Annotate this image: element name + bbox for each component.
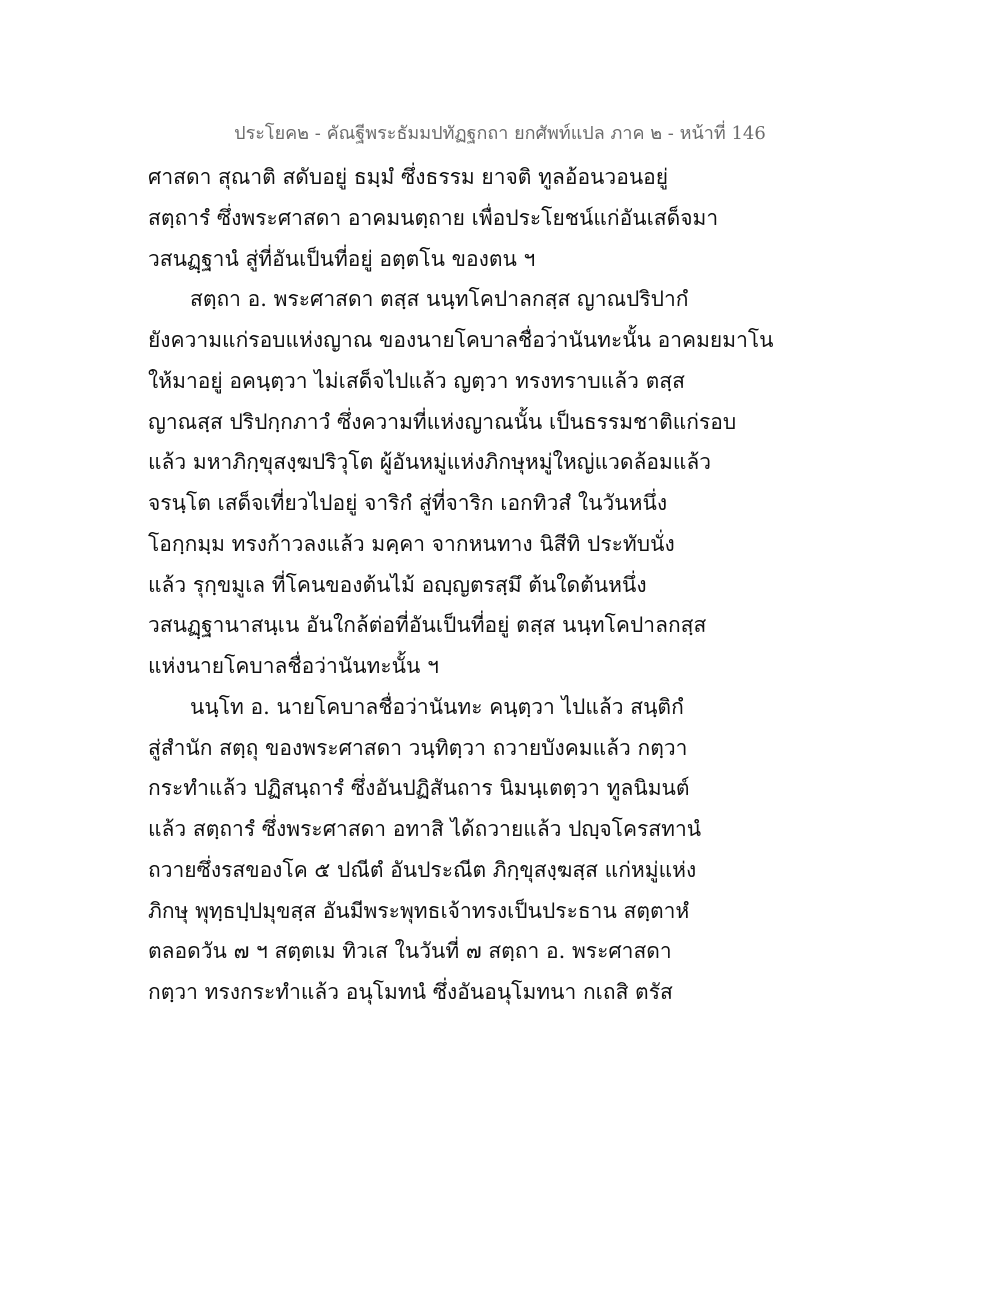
text-line: สตฺถารํ ซึ่งพระศาสดา อาคมนตฺถาย เพื่อประโยชน์แก่อันเสด็จมา (148, 205, 719, 230)
text-line: ศาสดา สุณาติ สดับอยู่ ธมฺมํ ซึ่งธรรม ยาจติ ทูลอ้อนวอนอยู่ (148, 165, 669, 189)
paragraph-start-line: สตฺถา อ. พระศาสดา ตสฺส นนฺทโคปาลกสฺส ญาณปริปากํ (190, 287, 689, 312)
text-line: กตฺวา ทรงกระทำแล้ว อนุโมทนํ ซึ่งอันอนุโมทนา กเถสิ ตรัส (148, 980, 673, 1004)
text-line: ถวายซึ่งรสของโค ๕ ปณีตํ อันประณีต ภิกฺขุสงฺฆสฺส แก่หมู่แห่ง (148, 857, 697, 882)
text-line: แล้ว รุกฺขมูเล ที่โคนของต้นไม้ อญฺญตรสฺมึ ต้นใดต้นหนึ่ง (148, 572, 647, 597)
text-line: ให้มาอยู่ อคนฺตฺวา ไม่เสด็จไปแล้ว ญตฺวา ทรงทราบแล้ว ตสฺส (148, 368, 685, 393)
text-line: วสนฏฺฐานํ สู่ที่อันเป็นที่อยู่ อตฺตโน ของตน ฯ (148, 246, 536, 271)
text-line: สู่สำนัก สตฺถุ ของพระศาสดา วนฺทิตฺวา ถวายบังคมแล้ว กตฺวา (148, 735, 688, 760)
text-line: วสนฏฺฐานาสนฺเน อันใกล้ต่อที่อันเป็นที่อยู่ ตสฺส นนฺทโคปาลกสฺส (148, 613, 707, 638)
text-line: ภิกษุ พุทฺธปฺปมุขสฺส อันมีพระพุทธเจ้าทรงเป็นประธาน สตฺตาหํ (148, 898, 690, 923)
text-line: แล้ว สตฺถารํ ซึ่งพระศาสดา อทาสิ ได้ถวายแล้ว ปญฺจโครสทานํ (148, 817, 702, 841)
text-line: ญาณสฺส ปริปกฺกภาวํ ซึ่งความที่แห่งญาณนั้น เป็นธรรมชาติแก่รอบ (148, 409, 737, 434)
text-line: ยังความแก่รอบแห่งญาณ ของนายโคบาลชื่อว่านันทะนั้น อาคมยมาโน (148, 328, 774, 352)
text-line: จรนฺโต เสด็จเที่ยวไปอยู่ จาริกํ สู่ที่จาริก เอกทิวสํ ในวันหนึ่ง (148, 491, 668, 515)
text-line: ตลอดวัน ๗ ฯ สตฺตเม ทิวเส ในวันที่ ๗ สตฺถา อ. พระศาสดา (148, 939, 672, 964)
body-text (148, 157, 868, 1013)
paragraph-start-line: นนฺโท อ. นายโคบาลชื่อว่านันทะ คนฺตฺวา ไปแล้ว สนฺติกํ (190, 694, 684, 719)
text-line: แล้ว มหาภิกฺขุสงฺฆปริวุโต ผู้อันหมู่แห่งภิกษุหมู่ใหญ่แวดล้อมแล้ว (148, 450, 712, 475)
text-line: โอกฺกมฺม ทรงก้าวลงแล้ว มคฺคา จากหนทาง นิสีทิ ประทับนั่ง (148, 531, 675, 556)
text-line: กระทำแล้ว ปฏิสนฺถารํ ซึ่งอันปฏิสันถาร นิมนฺเตตฺวา ทูลนิมนต์ (148, 776, 690, 801)
page-header: ประโยค๒ - คัณฐีพระธัมมปทัฏฐกถา ยกศัพท์แปล ภาค ๒ - หน้าที่ 146 (234, 123, 766, 144)
text-line: แห่งนายโคบาลชื่อว่านันทะนั้น ฯ (148, 654, 439, 678)
